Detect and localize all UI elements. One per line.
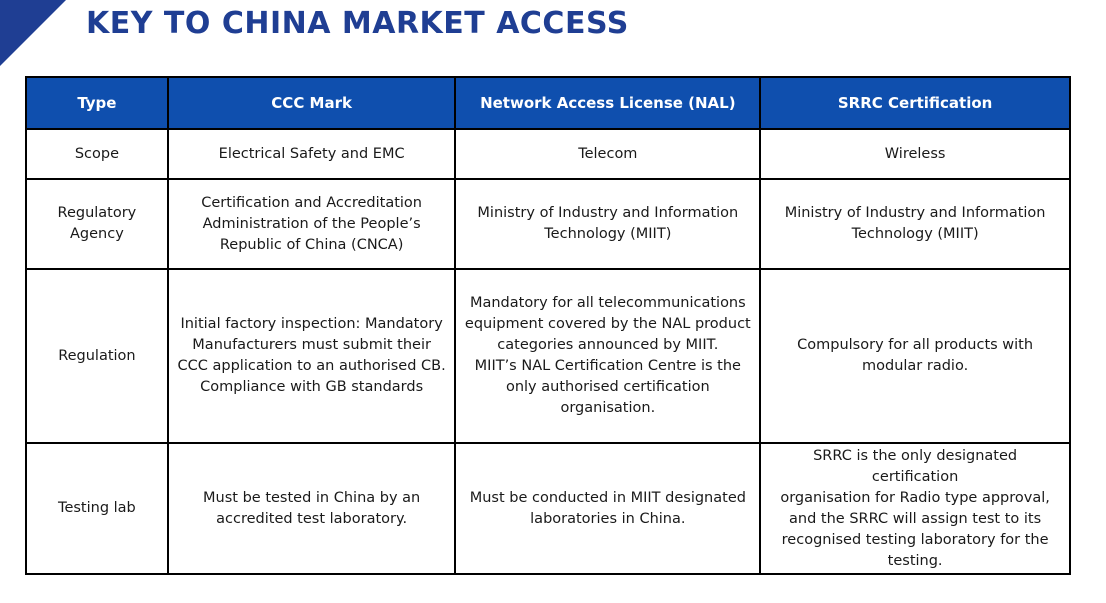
- row-label-scope: Scope: [26, 129, 168, 179]
- header-srrc: SRRC Certification: [760, 77, 1070, 129]
- cell-scope-ccc: Electrical Safety and EMC: [168, 129, 456, 179]
- cell-scope-nal: Telecom: [455, 129, 760, 179]
- cell-testing-ccc: Must be tested in China by an accredited test laboratory.: [168, 443, 456, 574]
- market-access-table: [25, 76, 1071, 575]
- cell-agency-ccc: Certification and Accreditation Administration of the People’s Republic of China (CNCA): [168, 179, 456, 269]
- row-label-testing-lab: Testing lab: [26, 443, 168, 574]
- cell-regulation-srrc: Compulsory for all products with modular radio.: [760, 269, 1070, 443]
- table-row-scope: [26, 129, 1070, 179]
- header-type: Type: [26, 77, 168, 129]
- cell-testing-nal: Must be conducted in MIIT designated laboratories in China.: [455, 443, 760, 574]
- page-title: KEY TO CHINA MARKET ACCESS: [86, 6, 629, 41]
- header-nal: Network Access License (NAL): [455, 77, 760, 129]
- table-row-testing-lab: [26, 443, 1070, 574]
- table-row-regulatory-agency: [26, 179, 1070, 269]
- row-label-regulatory-agency: Regulatory Agency: [26, 179, 168, 269]
- cell-scope-srrc: Wireless: [760, 129, 1070, 179]
- cell-testing-srrc: SRRC is the only designated certification organisation for Radio type approval, and the SRRC will assign test to its recognised testing laboratory for the testing.: [760, 443, 1070, 574]
- corner-accent-shape: [0, 0, 66, 66]
- cell-agency-nal: Ministry of Industry and Information Technology (MIIT): [455, 179, 760, 269]
- table-header-row: [26, 77, 1070, 129]
- table-row-regulation: [26, 269, 1070, 443]
- row-label-regulation: Regulation: [26, 269, 168, 443]
- cell-regulation-nal: Mandatory for all telecommunications equipment covered by the NAL product categories announced by MIIT. MIIT’s NAL Certification Centre is the only authorised certification organisation.: [455, 269, 760, 443]
- cell-regulation-ccc: Initial factory inspection: Mandatory Manufacturers must submit their CCC application to an authorised CB. Compliance with GB standards: [168, 269, 456, 443]
- cell-agency-srrc: Ministry of Industry and Information Technology (MIIT): [760, 179, 1070, 269]
- header-ccc-mark: CCC Mark: [168, 77, 456, 129]
